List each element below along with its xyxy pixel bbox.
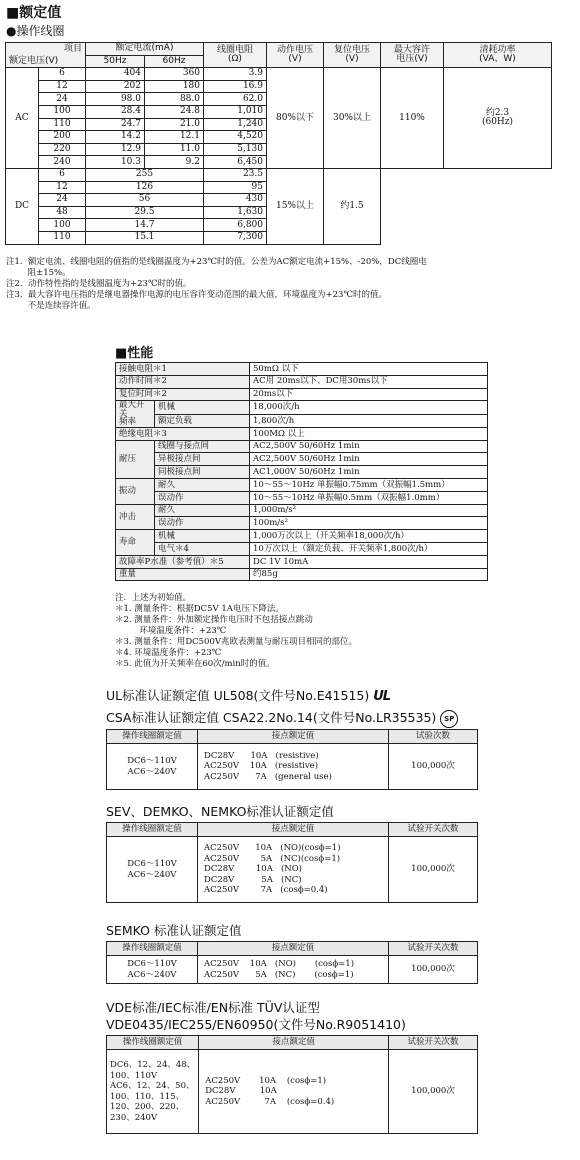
- ac-power-value: 约2.3 (60Hz): [444, 68, 552, 169]
- max-voltage-value: 110%: [381, 68, 444, 169]
- semko-table: 操作线圈额定值 接点额定值 试验开关次数 DC6～110V AC6～240V AC250V 10A (NO) (cosϕ=1) AC250V 5A (NC) (cosϕ=1) 100,000次: [106, 941, 478, 984]
- vde-title-1: VDE标准/IEC标准/EN标准 TÜV认证型: [106, 1000, 320, 1015]
- ac-label: AC: [6, 68, 39, 169]
- table-row: 12 126 95: [6, 181, 552, 194]
- note-line: 注. 上述为初始值。: [115, 593, 192, 603]
- table-row: 200 14.2 12.1 4,520: [6, 131, 552, 144]
- performance-notes: [115, 593, 357, 670]
- table-row: 绝缘电阻＊3 100MΩ 以上: [116, 427, 488, 440]
- table-row: 异极接点间 AC2,500V 50/60Hz 1min: [116, 453, 488, 466]
- sev-table: 操作线圈额定值 接点额定值 试验开关次数 DC6～110V AC6～240V AC250V 10A (NO)(cosϕ=1) AC250V 5A (NC)(cosϕ=1) DC28V 10A (NO) DC28V 5A (NC) AC250V 7A (cosϕ=0.4) 100,000次: [106, 822, 478, 903]
- note-line: 注1. 额定电流、线圈电阻的值指的是线圈温度为+23℃时的值。公差为AC额定电流+15%、-20%，DC线圈电: [6, 257, 427, 267]
- note-line: 注3. 最大容许电压指的是继电器操作电源的电压容许变动范围的最大值，环境温度为+23℃时的值。: [6, 290, 387, 300]
- note-line: ＊4. 环境温度条件：+23℃: [115, 648, 222, 658]
- dc-label: DC: [6, 168, 39, 244]
- header-dropout: 复位电压 (V): [324, 43, 381, 68]
- csa-logo-icon: SP: [440, 710, 458, 728]
- section-ratings-heading: ■额定值: [6, 5, 62, 21]
- table-row: DC 6 255 23.5 15%以上 约1.5: [6, 168, 552, 181]
- table-row: 24 56 430: [6, 194, 552, 207]
- note-line: ＊1. 测量条件：根据DC5V 1A电压下降法。: [115, 604, 284, 614]
- table-row: 耐压 线圈与接点间 AC2,500V 50/60Hz 1min: [116, 440, 488, 453]
- semko-title: SEMKO 标准认证额定值: [106, 923, 242, 938]
- table-row: 接触电阻＊1 50mΩ 以下: [116, 363, 488, 376]
- header-item: 项目: [6, 43, 86, 56]
- ul-csa-table: 操作线圈额定值 接点额定值 试验次数 DC6～110V AC6～240V DC28V 10A (resistive) AC250V 10A (resistive) AC250V 7A (general use) 100,000次: [106, 729, 478, 790]
- header-rated-current: 额定电流(mA): [86, 43, 204, 56]
- table-row: 寿命 机械 1,000万次以上（开关频率18,000次/h）: [116, 530, 488, 543]
- table-row: 重量 约85g: [116, 568, 488, 581]
- note-line: ＊3. 测量条件：用DC500V兆欧表测量与耐压项目相同的部位。: [115, 637, 357, 647]
- header-rated-voltage: 额定电压(V): [6, 55, 86, 68]
- header-pickup: 动作电压 (V): [267, 43, 324, 68]
- header-50hz: 50Hz: [86, 55, 145, 68]
- table-row: 冲击 耐久 1,000m/s²: [116, 504, 488, 517]
- table-row: 24 98.0 88.0 62.0: [6, 93, 552, 106]
- csa-title: CSA标准认证额定值 CSA22.2No.14(文件号No.LR35535) SP: [106, 708, 458, 728]
- table-row: 电气＊4 10万次以上（额定负载、开关频率1,800次/h）: [116, 543, 488, 556]
- header-max-voltage: 最大容许 电压(V): [381, 43, 444, 68]
- section-coil-heading: ●操作线圈: [6, 24, 65, 38]
- header-60hz: 60Hz: [145, 55, 204, 68]
- table-row: 误动作 10～55～10Hz 单振幅0.5mm（双振幅1.0mm）: [116, 491, 488, 504]
- table-row: 48 29.5 1,630: [6, 206, 552, 219]
- performance-table: [115, 362, 488, 581]
- dc-dropout-value: 15%以上: [267, 168, 324, 244]
- table-row: 故障率P水准（参考值）＊5 DC 1V 10mA: [116, 555, 488, 568]
- table-row: 220 12.9 11.0 5,130: [6, 143, 552, 156]
- note-line: ＊2. 测量条件：外加额定操作电压时不包括接点跳动: [115, 615, 313, 625]
- header-resistance: 线圈电阻 (Ω): [204, 43, 267, 68]
- table-row: 最大开关 频率 机械 18,000次/h: [116, 401, 488, 414]
- note-line: 注2. 动作特性指的是线圈温度为+23℃时的值。: [6, 279, 192, 289]
- sev-title: SEV、DEMKO、NEMKO标准认证额定值: [106, 804, 334, 819]
- note-line: 不是连续容许值。: [6, 301, 96, 311]
- table-row: 12 202 180 16.9: [6, 80, 552, 93]
- table-row: 误动作 100m/s²: [116, 517, 488, 530]
- table-row: 额定负载 1,800次/h: [116, 414, 488, 427]
- coil-ratings-table: [5, 42, 552, 245]
- table-row: 同极接点间 AC1,000V 50/60Hz 1min: [116, 466, 488, 479]
- table-row: 100 14.7 6,800: [6, 219, 552, 232]
- ul-title: UL标准认证额定值 UL508(文件号No.E41515) UL: [106, 688, 391, 704]
- table-row: 振动 耐久 10～55～10Hz 单振幅0.75mm（双振幅1.5mm）: [116, 479, 488, 492]
- table-row: 动作时间＊2 AC用 20ms以下、DC用30ms以下: [116, 375, 488, 388]
- table-row: AC 6 404 360 3.9 80%以下 30%以上 110% 约2.3 (60Hz): [6, 68, 552, 81]
- table-row: 100 28.4 24.8 1,010: [6, 105, 552, 118]
- pickup-value: 80%以下: [267, 68, 324, 169]
- table-row: 110 15.1 7,300: [6, 231, 552, 244]
- coil-notes: [6, 257, 427, 312]
- table-row: 110 24.7 21.0 1,240: [6, 118, 552, 131]
- header-power: 清耗功率 (VA、W): [444, 43, 552, 68]
- ul-logo-icon: UL: [373, 689, 391, 704]
- ac-dropout-value: 30%以上: [324, 68, 381, 169]
- table-row: 240 10.3 9.2 6,450: [6, 156, 552, 169]
- note-line: ＊5. 此值为开关频率在60次/min时的值。: [115, 659, 275, 669]
- table-row: 复位时间＊2 20ms以下: [116, 388, 488, 401]
- vde-title-2: VDE0435/IEC255/EN60950(文件号No.R9051410): [106, 1017, 406, 1032]
- note-line: 阻±15%。: [6, 268, 71, 278]
- section-performance-heading: ■性能: [115, 346, 154, 361]
- dc-power-value: 约1.5: [324, 168, 381, 244]
- note-line: 环境温度条件：+23℃: [115, 626, 227, 636]
- vde-table: 操作线圈额定值 接点额定值 试验开关次数 DC6、12、24、48、 100、110V AC6、12、24、50、 100、110、115、 120、200、220、 230、240V AC250V 10A (cosϕ=1) DC28V 10A AC250V 7A (cosϕ=0.4) 100,000次: [106, 1035, 478, 1134]
